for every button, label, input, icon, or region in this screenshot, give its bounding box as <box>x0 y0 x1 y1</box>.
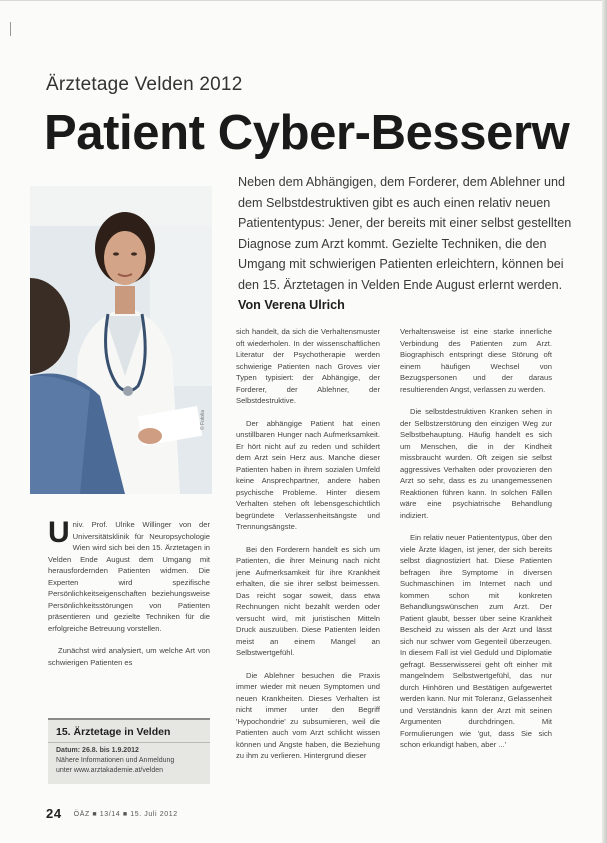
paragraph: Die selbstdestruktiven Kranken sehen in der Selbstzerstörung den einzigen Weg zur Selbstbehauptung. Häufig handelt es sich um Menschen, die in der Kindheit missbraucht wurden. Oft zeigen sie selbst aggressives Verhalten oder provozieren den Arzt so sehr, dass es zu unangemessenen Reaktionen führen kann. In solchen Fällen wäre eine psychiatrische Behandlung indiziert. <box>400 407 552 520</box>
article-kicker: Ärztetage Velden 2012 <box>46 74 243 95</box>
article-headline: Patient Cyber-Besserw <box>44 106 570 160</box>
body-column-1 <box>48 516 210 679</box>
paragraph: Zunächst wird analysiert, um welche Art von schwierigen Patienten es <box>48 646 210 667</box>
info-url: unter www.arztakademie.at/velden <box>56 767 163 774</box>
info-text: Nähere Informationen und Anmeldung <box>56 757 175 764</box>
info-box-title: 15. Ärztetage in Velden <box>48 720 210 743</box>
page-edge <box>0 0 607 1</box>
author-byline: Von Verena Ulrich <box>238 298 345 312</box>
article-lead <box>238 172 583 316</box>
paragraph: niv. Prof. Ulrike Willinger von der Universitätsklinik für Neuropsychologie Wien wird sich bei den 15. Ärztetagen in Velden Ende August dem Umgang mit herausfordernden Patienten widmen. Die Experten wird spezifische Persönlichkeitseigenschaften beziehungsweise Persönlichkeitsstörungen von Patienten präsentieren und gezielte Techniken für die erfolgreiche Betreuung vorstellen. <box>48 520 210 633</box>
paragraph: Ein relativ neuer Patiententypus, über den viele Ärzte klagen, ist jener, der sich bereits selbst diagnostiziert hat. Diese Patienten befragen ihre Symptome in diversen Suchmaschinen im Internet nach und kommen schon mit konkreten Behandlungswünschen zum Arzt. Der Patient glaubt, besser über seine Krankheit Bescheid zu wissen als der Arzt und lässt sich nur schwer vom Gegenteil überzeugen. In diesem Fall ist viel Geduld und Diplomatie gefragt. Besserwisserei geht oft einher mit mangelndem Selbstwertgefühl, das nur durch Hinhören und Bestätigen aufgewertet werden kann. Nur mit Toleranz, Gelassenheit und Verständnis kann der Arzt mit seinen Argumenten durchdringen. Mit Formulierungen wie 'gut, dass Sie sich schon erkundigt haben, aber ...' <box>400 533 552 749</box>
info-date: Datum: 26.8. bis 1.9.2012 <box>56 747 139 754</box>
crop-mark <box>10 22 11 36</box>
doctor-patient-photo <box>30 186 212 494</box>
paragraph: sich handelt, da sich die Verhaltensmuster oft wiederholen. In der wissenschaftlichen Literatur der Psychotherapie werden schwierige Patienten nach Groves vier Typen typisiert: der Abhängige, der Forderer, der Ablehner, der Selbstdestruktive. <box>236 327 380 405</box>
page-footer <box>46 806 178 821</box>
drop-cap: U <box>48 516 70 549</box>
event-info-box <box>48 718 210 784</box>
issue-info: ÖÄZ ■ 13/14 ■ 15. Juli 2012 <box>73 811 178 818</box>
body-column-3 <box>400 326 552 762</box>
info-box-body <box>48 743 210 779</box>
paragraph: Der abhängige Patient hat einen unstillbaren Hunger nach Aufmerksamkeit. Er hört nicht auf zu reden und schildert dem Arzt sein Herz aus. Manche dieser Patienten haben in ihrem sozialen Umfeld keine Ansprechpartner, andere haben psychische Probleme. Hinter diesem Verhalten stehen oft lebensgeschichtlich begründete Verlassenheitsängste und Trennungsängste. <box>236 418 380 531</box>
paragraph: Verhaltensweise ist eine starke innerliche Verbindung des Patienten zum Arzt. Biographisch entspringt diese Störung oft einem häufigen Wechsel von Bezugspersonen und der daraus resultierenden Angst, verlassen zu werden. <box>400 327 552 394</box>
body-column-2 <box>236 326 380 773</box>
paragraph: Bei den Forderern handelt es sich um Patienten, die ihrer Meinung nach nicht jene Aufmerksamkeit für ihre Krankheit erhalten, die sie ihrer selbst beimessen. Das reicht sogar soweit, dass etwa Rechnungen nicht bezahlt werden oder versucht wird, mit juristischen Mitteln Druck auszuüben. Diese Patienten leiden meist an einem Mangel an Selbstwertgefühl. <box>236 544 380 657</box>
lead-text: Neben dem Abhängigen, dem Forderer, dem Ablehner und dem Selbstdestruktiven gibt es auch einen relativ neuen Patiententypus: Jener, der bereits mit einer selbst gestellten Diagnose zum Arzt kommt. Gezielte Techniken, die den Umgang mit schwierigen Patienten erleichtern, können bei den 15. Ärztetagen in Velden Ende August erlernt werden. <box>238 175 572 292</box>
page-number: 24 <box>46 806 62 821</box>
photo-credit: © Fotolia <box>200 409 206 430</box>
paragraph: Die Ablehner besuchen die Praxis immer wieder mit neuen Symptomen und neuen Krankheiten. Dieses Verhalten ist nicht immer unter den Begriff 'Hypochondrie' zu subsumieren, weil die Patienten auch vom Arzt schlicht wissen können und Ängste haben, die Beziehung zu ihm zu verlieren. Hintergrund dieser <box>236 670 380 760</box>
